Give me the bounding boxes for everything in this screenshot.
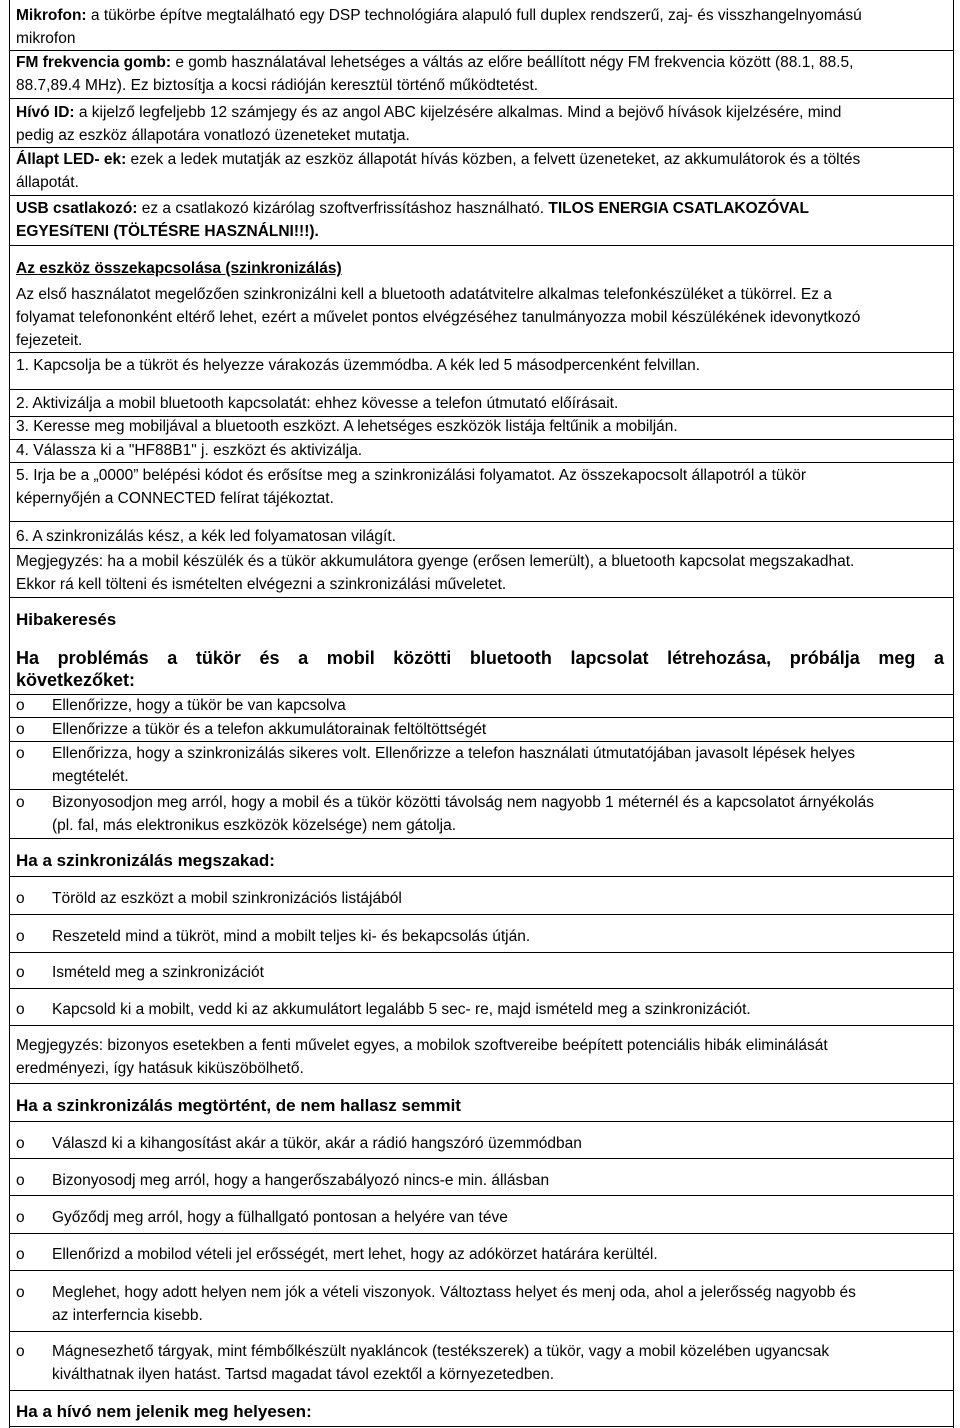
led-line (16, 150, 860, 170)
pairing-title: Az eszköz összekapcsolása (szinkronizálás) (16, 260, 342, 277)
mic-line-2: mikrofon (16, 30, 76, 47)
pairing-note-1: Megjegyzés: ha a mobil készülék és a tükör akkumulátora gyenge (erősen lemerült), a bluetooth kapcsolat megszakadhat. (16, 553, 855, 570)
led-label: Állapt LED- ek: (16, 151, 127, 168)
table-border-right (953, 0, 954, 1428)
s2-item-4: Kapcsold ki a mobilt, vedd ki az akkumulátort legalább 5 sec- re, majd ismételd meg a szinkronizációt. (52, 1001, 751, 1018)
caller-text: a kijelző legfeljebb 12 számjegy és az angol ABC kijelzésére alkalmas. Mind a bejövő hívások kijelzésére, mind (74, 104, 842, 121)
row-divider (9, 694, 954, 695)
row-divider (9, 1025, 954, 1026)
row-divider (9, 789, 954, 790)
row-divider (9, 914, 954, 915)
bullet-marker: o (16, 1284, 25, 1301)
bullet-marker: o (16, 697, 25, 714)
row-divider (9, 1083, 954, 1084)
table-border-left (9, 0, 10, 1428)
s3-item-1: Válaszd ki a kihangosítást akár a tükör, akár a rádió hangszóró üzemmódban (52, 1135, 582, 1152)
bullet-marker: o (16, 964, 25, 981)
row-divider (9, 98, 954, 99)
row-divider (9, 548, 954, 549)
row-divider (9, 741, 954, 742)
troubleshooting-title: Hibakeresés (16, 610, 117, 629)
s1-item-3-cont: megtételét. (52, 768, 129, 785)
row-divider (9, 1331, 954, 1332)
row-divider (9, 389, 954, 390)
s3-item-6: Mágnesezhető tárgyak, mint fémbőlkészült nyakláncok (testékszerek) a tükör, vagy a mobil közelében ugyancsak (52, 1343, 830, 1360)
row-divider (9, 1233, 954, 1234)
s2-item-1: Töröld az eszközt a mobil szinkronizációs listájából (52, 890, 402, 907)
row-divider (9, 838, 954, 839)
pairing-note-2: Ekkor rá kell tölteni és ismételten elvégezni a szinkronizálási műveletet. (16, 576, 507, 593)
s3-item-4: Ellenőrizd a mobilod vételi jel erősségét, mert lehet, hogy az adókörzet határára kerültél. (52, 1246, 658, 1263)
bullet-marker: o (16, 1343, 25, 1360)
fm-text: e gomb használatával lehetséges a váltás az előre beállított négy FM frekvencia között (88.1, 88.5, (171, 54, 854, 71)
row-divider (9, 1426, 954, 1427)
usb-warning-2: EGYESíTENI (TÖLTÉSRE HASZNÁLNI!!!). (16, 223, 319, 240)
bullet-marker: o (16, 1001, 25, 1018)
caller-line (16, 103, 841, 123)
bullet-marker: o (16, 1246, 25, 1263)
bullet-marker: o (16, 794, 25, 811)
fm-line-2: 88.7,89.4 MHz). Ez biztosítja a kocsi rádióján keresztül történő működtetést. (16, 77, 539, 94)
row-divider (9, 439, 954, 440)
pairing-step-5a: 5. Irja be a „0000” belépési kódot és erősítse meg a szinkronizálási folyamatot. Az összekapocsolt állapotról a tükör (16, 467, 807, 484)
s2-item-2: Reszeteld mind a tükröt, mind a mobilt teljes ki- és bekapcsolás útján. (52, 928, 531, 945)
bullet-marker: o (16, 1135, 25, 1152)
s2-title: Ha a szinkronizálás megszakad: (16, 851, 275, 870)
row-divider (9, 1390, 954, 1391)
s1-item-4-cont: (pl. fal, más elektronikus eszközök közelsége) nem gátolja. (52, 817, 457, 834)
s4-title: Ha a hívó nem jelenik meg helyesen: (16, 1402, 312, 1421)
s2-note-2: eredményezi, így hatásuk kiküszöbölhető. (16, 1060, 304, 1077)
usb-warning: TILOS ENERGIA CSATLAKOZÓVAL (548, 200, 810, 217)
row-divider (9, 717, 954, 718)
s3-item-5: Meglehet, hogy adott helyen nem jók a vételi viszonyok. Változtass helyet és menj oda, ahol a jelerősség nagyobb és (52, 1284, 856, 1301)
s1-title-line-2: következőket: (16, 670, 136, 690)
row-divider (9, 50, 954, 51)
bullet-marker: o (16, 745, 25, 762)
bullet-marker: o (16, 1172, 25, 1189)
s1-item-4: Bizonyosodjon meg arról, hogy a mobil és a tükör közötti távolság nem nagyobb 1 méternél és a kapcsolatot árnyékolás (52, 794, 874, 811)
row-divider (9, 462, 954, 463)
pairing-step-3: 3. Keresse meg mobiljával a bluetooth eszközt. A lehetséges eszközök listája feltűnik a mobilján. (16, 418, 678, 435)
s3-item-5-cont: az interferncia kisebb. (52, 1307, 203, 1324)
pairing-intro-2: folyamat telefononként eltérő lehet, ezért a művelet pontos elvégzéséhez tanulmányozza mobil készülékének idevonytkozó (16, 309, 861, 326)
row-divider (9, 521, 954, 522)
row-divider (9, 1195, 954, 1196)
s2-item-3: Ismételd meg a szinkronizációt (52, 964, 264, 981)
row-divider (9, 245, 954, 246)
s1-item-3: Ellenőrizza, hogy a szinkronizálás sikeres volt. Ellenőrizze a telefon használati útmutatójában javasolt lépések helyes (52, 745, 855, 762)
bullet-marker: o (16, 928, 25, 945)
row-divider (9, 1270, 954, 1271)
row-divider (9, 952, 954, 953)
s1-item-1: Ellenőrizze, hogy a tükör be van kapcsolva (52, 697, 346, 714)
fm-label: FM frekvencia gomb: (16, 54, 172, 71)
usb-text: ez a csatlakozó kizárólag szoftverfrissításhoz használható. (137, 200, 549, 217)
mic-label: Mikrofon: (16, 7, 87, 24)
row-divider (9, 147, 954, 148)
mic-line (16, 6, 862, 26)
row-divider (9, 195, 954, 196)
s3-item-2: Bizonyosodj meg arról, hogy a hangerőszabályozó nincs-e min. állásban (52, 1172, 550, 1189)
led-line-2: állapotát. (16, 174, 79, 191)
led-text: ezek a ledek mutatják az eszköz állapotát hívás közben, a felvett üzeneteket, az akkumulátorok és a töltés (126, 151, 861, 168)
pairing-step-4: 4. Válassza ki a "HF88B1" j. eszközt és aktivizálja. (16, 442, 363, 459)
bullet-marker: o (16, 721, 25, 738)
mic-text: a tükörbe építve megtalálható egy DSP technológiára alapuló full duplex rendszerű, zaj- és visszhangelnyomású (86, 7, 862, 24)
usb-label: USB csatlakozó: (16, 200, 138, 217)
s2-note-1: Megjegyzés: bizonyos esetekben a fenti művelet egyes, a mobilok szoftvereibe beépített potenciális hibák eliminálását (16, 1037, 828, 1054)
row-divider (9, 597, 954, 598)
pairing-step-5b: képernyőjén a CONNECTED felírat tájékoztat. (16, 490, 334, 507)
s3-title: Ha a szinkronizálás megtörtént, de nem hallasz semmit (16, 1096, 461, 1115)
pairing-intro-3: fejezeteit. (16, 332, 83, 349)
pairing-step-2: 2. Aktivizálja a mobil bluetooth kapcsolatát: ehhez kövesse a telefon útmutató előírásait. (16, 395, 619, 412)
bullet-marker: o (16, 1209, 25, 1226)
s3-item-3: Győződj meg arról, hogy a fülhallgató pontosan a helyére van téve (52, 1209, 508, 1226)
fm-line (16, 53, 853, 73)
caller-label: Hívó ID: (16, 104, 75, 121)
row-divider (9, 876, 954, 877)
row-divider (9, 352, 954, 353)
s1-item-2: Ellenőrizze a tükör és a telefon akkumulátorainak feltöltöttségét (52, 721, 487, 738)
caller-line-2: pedig az eszköz állapotára vonatlozó üzeneteket mutatja. (16, 127, 410, 144)
row-divider (9, 1158, 954, 1159)
row-divider (9, 988, 954, 989)
pairing-step-1: 1. Kapcsolja be a tükröt és helyezze várakozás üzemmódba. A kék led 5 másodpercenként felvillan. (16, 357, 701, 374)
pairing-step-6: 6. A szinkronizálás kész, a kék led folyamatosan világít. (16, 528, 396, 545)
s1-title-line-1: Ha problémás a tükör és a mobil közötti bluetooth lapcsolat létrehozása, próbálja meg a (16, 648, 944, 668)
usb-line (16, 199, 809, 219)
pairing-intro-1: Az első használatot megelőzően szinkronizálni kell a bluetooth adatátvitelre alkalmas telefonkészüléket a tükörrel. Ez a (16, 286, 832, 303)
s3-item-6-cont: kiválthatnak ilyen hatást. Tartsd magadat távol ezektől a környezetedben. (52, 1366, 555, 1383)
bullet-marker: o (16, 890, 25, 907)
row-divider (9, 1121, 954, 1122)
